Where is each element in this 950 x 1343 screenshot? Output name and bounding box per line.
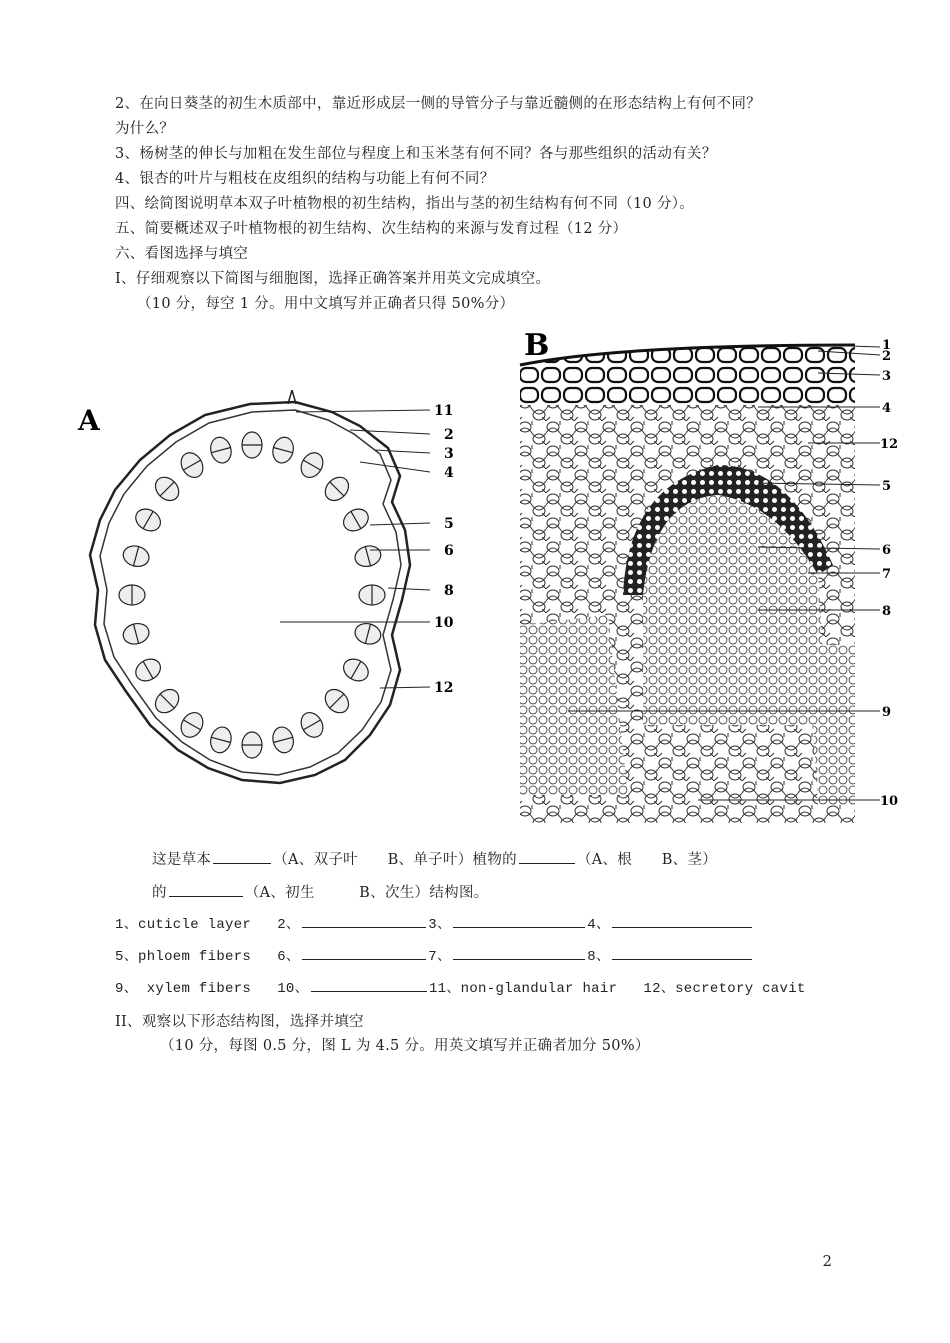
figure-b-label: 6 [882, 543, 892, 558]
answer-blank-8[interactable] [612, 945, 752, 960]
figure-a-label: 3 [444, 446, 454, 462]
part-2-note: （10 分，每图 0.5 分，图 L 为 4.5 分。用英文填写并正确者加分 50%） [160, 1038, 650, 1054]
answer-label: 4、 [587, 917, 611, 933]
answer-blank-4[interactable] [612, 913, 752, 928]
figure-b-label: 7 [882, 567, 892, 582]
answer-label: 9、 xylem fibers [115, 981, 252, 997]
figure-a-stem-diagram [70, 390, 470, 830]
answer-label: 10、 [277, 981, 309, 997]
figure-b-label: 10 [880, 794, 899, 809]
page-number: 2 [822, 1252, 832, 1270]
answer-row-2 [115, 945, 754, 965]
answer-label: 3、 [428, 917, 452, 933]
question-3: 3、杨树茎的伸长与加粗在发生部位与程度上和玉米茎有何不同？各与那些组织的活动有关？ [115, 146, 717, 162]
question-2-line1: 2、在向日葵茎的初生木质部中，靠近形成层一侧的导管分子与靠近髓侧的在形态结构上有何不同？ [115, 96, 761, 112]
answer-blank-2[interactable] [302, 913, 426, 928]
part-1-note: （10 分，每空 1 分。用中文填写并正确者只得 50%分） [137, 296, 515, 312]
figure-b-label: 9 [882, 705, 892, 720]
blank-primary-secondary[interactable] [169, 882, 243, 897]
answer-label: 11、non-glandular hair [428, 981, 618, 997]
figure-b-label: 12 [880, 437, 899, 452]
figure-b-label: 2 [882, 349, 892, 364]
figure-b-label: 1 [882, 338, 892, 353]
figure-b-label: 4 [882, 401, 892, 416]
answer-label: 7、 [428, 949, 452, 965]
figure-a-label: 2 [444, 427, 454, 443]
question-4: 4、银杏的叶片与粗枝在皮组织的结构与功能上有何不同？ [115, 171, 495, 187]
part-1-heading: I、仔细观察以下简图与细胞图，选择正确答案并用英文完成填空。 [115, 271, 551, 287]
figure-b-cell-diagram [518, 325, 918, 825]
fill-text: 的 [152, 885, 167, 901]
figure-a-label: 5 [444, 516, 454, 532]
figure-a-label: 8 [444, 583, 454, 599]
figure-b-letter: B [524, 328, 550, 363]
blank-dicot-monocot[interactable] [213, 849, 271, 864]
figure-b-label: 8 [882, 604, 892, 619]
answer-row-1 [115, 913, 754, 933]
answer-label: 8、 [587, 949, 611, 965]
part-2-heading: II、观察以下形态结构图，选择并填空 [115, 1014, 364, 1030]
figure-b-label: 5 [882, 479, 892, 494]
fill-text: （A、双子叶 B、单子叶）植物的 [273, 852, 517, 868]
section-5: 五、简要概述双子叶植物根的初生结构、次生结构的来源与发育过程（12 分） [115, 221, 628, 237]
answer-blank-3[interactable] [453, 913, 585, 928]
answer-label: 5、phloem fibers [115, 949, 252, 965]
figure-a-label: 12 [434, 680, 454, 696]
answer-row-3 [115, 977, 806, 997]
blank-root-stem[interactable] [519, 849, 575, 864]
figure-a-label: 10 [434, 615, 454, 631]
figure-a-label: 6 [444, 543, 454, 559]
answer-blank-7[interactable] [453, 945, 585, 960]
section-4: 四、绘简图说明草本双子叶植物根的初生结构，指出与茎的初生结构有何不同（10 分）。 [115, 196, 695, 212]
answer-label: 6、 [277, 949, 301, 965]
answer-blank-10[interactable] [311, 977, 427, 992]
fill-sentence-line1 [152, 848, 717, 869]
answer-label: 2、 [277, 917, 301, 933]
fill-sentence-line2 [152, 881, 489, 902]
fill-text: （A、初生 B、次生）结构图。 [244, 885, 489, 901]
answer-blank-6[interactable] [302, 945, 426, 960]
answer-label: 1、cuticle layer [115, 917, 252, 933]
answer-label: 12、secretory cavit [643, 981, 806, 997]
fill-text: 这是草本 [152, 852, 212, 868]
section-6: 六、看图选择与填空 [115, 246, 249, 262]
question-2-line2: 为什么？ [115, 121, 175, 137]
figure-a-letter: A [78, 404, 100, 437]
fill-text: （A、根 B、茎） [576, 852, 718, 868]
figure-a-label: 4 [444, 465, 454, 481]
figure-a-label: 11 [434, 403, 454, 419]
figure-b-label: 3 [882, 369, 892, 384]
